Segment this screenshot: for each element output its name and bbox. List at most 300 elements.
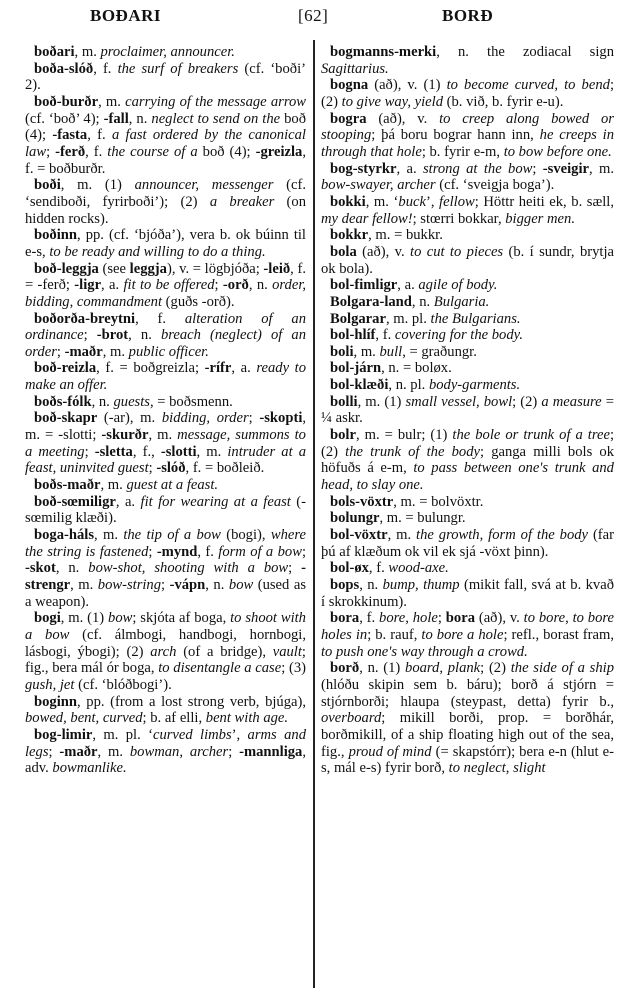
right-guide-word: BORÐ: [442, 6, 494, 25]
dictionary-entry: [25, 494, 306, 527]
headword: -slotti: [160, 443, 197, 460]
definition: to give way, yield: [341, 93, 443, 110]
definition: arch: [150, 643, 177, 660]
dictionary-entry: [25, 311, 306, 361]
definition: to cut to pieces: [410, 243, 504, 260]
dictionary-entry: [321, 194, 614, 227]
entry-text: , f.: [368, 560, 389, 577]
entry-text: (on hidden rocks).: [25, 193, 306, 227]
definition: to bore a hole: [421, 626, 504, 643]
definition: the trunk of the body: [345, 443, 480, 460]
definition: to disentangle a case: [158, 660, 282, 677]
headword: bola: [330, 243, 357, 260]
definition: arms and legs: [25, 726, 306, 760]
page-number: [62]: [298, 6, 329, 25]
entry-text: , f. = boðgreizla;: [96, 360, 205, 377]
definition: body-garments.: [428, 377, 521, 394]
entry-text: (-ar), m.: [97, 410, 162, 427]
dictionary-entry: [25, 477, 306, 494]
entry-text: , a.: [396, 160, 423, 177]
entry-text: ; (2): [321, 77, 614, 110]
headword: -slóð: [156, 460, 186, 477]
entry-text: , m. = -slotti;: [25, 410, 307, 444]
definition: proud of mind: [348, 743, 432, 760]
definition: to creep along bowed or stooping: [321, 110, 614, 144]
dictionary-entry: [321, 394, 614, 427]
definition: a measure: [541, 393, 602, 410]
entry-text: (cf. ‘blóðbogi’).: [74, 676, 172, 693]
entry-text: ; refl., borast fram,: [503, 626, 614, 643]
headword: -skurðr: [101, 427, 149, 444]
dictionary-entry: [25, 360, 306, 393]
entry-text: , m.: [102, 343, 129, 360]
entry-text: , m.: [70, 577, 98, 593]
entry-text: ), v. = lögbjóða;: [166, 260, 264, 277]
definition: intruder at a feast, uninvited guest: [25, 443, 307, 477]
definition: bow-swayer, archer: [321, 177, 436, 194]
dictionary-entry: [321, 527, 614, 560]
headword: bog-limir: [34, 726, 93, 743]
dictionary-entry: [321, 161, 614, 194]
definition: fit for wearing at a feast: [140, 493, 291, 510]
definition: to become curved, to bend: [446, 77, 610, 94]
headword: boð-leggja: [34, 260, 99, 277]
headword: boðs-fólk: [34, 393, 92, 410]
entry-text: ; (2): [321, 427, 615, 460]
entry-text: ; skjóta af boga,: [132, 610, 231, 627]
entry-text: boð (4);: [25, 110, 307, 144]
entry-text: , f.: [85, 143, 108, 160]
definition: neglect to send on the: [151, 110, 281, 127]
definition: bow: [228, 577, 254, 593]
definition: guest at a feast.: [126, 477, 219, 494]
dictionary-entry: [25, 727, 306, 777]
headword: -leið: [263, 260, 291, 277]
entry-text: , n.: [205, 577, 229, 593]
headword: -vápn: [169, 577, 206, 593]
definition: vault: [272, 643, 302, 660]
entry-text: , n.: [248, 277, 273, 294]
entry-text: , m. pl. ‘: [92, 726, 153, 743]
entry-text: , m. (1): [357, 393, 406, 410]
dictionary-entry: [321, 311, 614, 328]
entry-text: boð (4);: [197, 143, 256, 160]
entry-text: , f. = -ferð;: [25, 260, 306, 294]
entry-text: , m. = bulr; (1): [355, 427, 453, 444]
entry-text: , m. = bulungr.: [379, 510, 466, 527]
headword: -rífr: [204, 360, 232, 377]
headword: -ligr: [74, 277, 102, 294]
headword: -greizla: [255, 143, 303, 160]
entry-text: (used as a weapon).: [25, 577, 306, 610]
entry-text: ;: [161, 577, 170, 593]
headword: -sveigir: [542, 160, 589, 177]
entry-text: ;: [148, 460, 157, 477]
definition: proclaimer, announcer.: [100, 44, 235, 60]
headword: borð: [330, 660, 360, 677]
entry-text: ; b. af elli,: [142, 710, 206, 727]
dictionary-entry: [25, 227, 306, 260]
headword: -skopti: [259, 410, 303, 427]
entry-text: , pp. (cf. ‘bjóða’), vera b. ok búinn til e-s,: [25, 227, 306, 260]
entry-text: ;: [228, 743, 240, 760]
dictionary-entry: [321, 327, 614, 344]
entry-text: , m.: [196, 443, 228, 460]
entry-text: , m.: [589, 160, 615, 177]
definition: Sagittarius.: [321, 60, 389, 77]
entry-text: ;: [48, 743, 60, 760]
entry-text: , m. = bolvöxtr.: [393, 493, 484, 510]
entry-text: , f.: [359, 610, 380, 627]
entry-text: , m.: [74, 44, 101, 60]
headword: boð-skapr: [34, 410, 98, 427]
headword: -sletta: [94, 443, 133, 460]
entry-text: (að), v.: [366, 110, 440, 127]
definition: bidding, order: [161, 410, 249, 427]
definition: fit to be offered: [123, 277, 215, 294]
headword: -orð: [222, 277, 249, 294]
entry-text: , m.: [97, 743, 130, 760]
entry-text: , n.: [128, 327, 161, 344]
headword: boð-reizla: [34, 360, 97, 377]
headword: bora: [330, 610, 360, 627]
definition: agile of body.: [418, 277, 498, 294]
dictionary-entry: [321, 427, 614, 494]
entry-text: , f.: [375, 327, 395, 344]
definition: bowmanlike.: [52, 760, 127, 777]
dictionary-entry: [321, 111, 614, 161]
headword: boð-burðr: [34, 93, 99, 110]
headword: -mannliga: [239, 743, 303, 760]
entry-text: , m.: [94, 527, 124, 544]
headword: bogna: [330, 77, 369, 94]
entry-text: , pp. (from a lost strong verb, bjúga),: [77, 693, 306, 710]
headword: bops: [330, 577, 360, 593]
entry-text: , m. (1): [60, 610, 109, 627]
definition: bowed, bent, curved: [25, 710, 143, 727]
definition: small vessel, bowl: [405, 393, 513, 410]
entry-text: , n.: [91, 393, 114, 410]
definition: the course of a: [107, 143, 198, 160]
definition: my dear fellow!: [321, 210, 413, 227]
entry-text: , a.: [231, 360, 257, 377]
dictionary-entry: [321, 494, 614, 511]
entry-text: , f.,: [132, 443, 161, 460]
definition: fellow: [439, 193, 475, 210]
entry-text: (b. í sundr, brytja ok bola).: [321, 243, 614, 277]
entry-text: ; (2): [480, 660, 511, 677]
definition: order, bidding, commandment: [25, 277, 307, 310]
dictionary-entry: [321, 44, 614, 77]
definition: to shoot with a bow: [25, 610, 306, 643]
headword: boð-sœmiligr: [34, 493, 116, 510]
definition: overboard: [321, 710, 382, 727]
definition: alteration of an ordinance: [25, 310, 306, 344]
entry-text: (mikit fall, svá at b. kvað í skrokkinum).: [321, 577, 615, 610]
entry-text: , a.: [101, 277, 124, 294]
entry-text: (= skapstórr); bera e-n (hlut e-s, mál e-s) fyrir borð,: [321, 743, 614, 777]
dictionary-entry: [25, 44, 306, 61]
left-column: [25, 44, 306, 777]
entry-text: ’,: [425, 193, 440, 210]
definition: he creeps in through that hole: [321, 127, 614, 160]
headword: bora: [445, 610, 475, 627]
entry-text: , m.: [148, 427, 178, 444]
entry-text: (cf. ‘boði’ 2).: [25, 60, 306, 94]
entry-text: ; þá boru bograr hann inn,: [371, 127, 540, 144]
entry-text: , f.: [197, 543, 219, 560]
headword: bol-vöxtr: [330, 527, 388, 544]
definition: form of a bow: [218, 543, 302, 560]
entry-text: ; fig., bera mál ór boga,: [25, 643, 306, 677]
headword: boðinn: [34, 227, 77, 244]
dictionary-entry: [25, 61, 306, 94]
dictionary-entry: [25, 694, 306, 727]
definition: the bole or trunk of a tree: [452, 427, 610, 444]
definition: bent with age.: [205, 710, 289, 727]
definition: bow: [108, 610, 133, 627]
entry-text: , f.: [93, 60, 118, 77]
headword: bogmanns-merki: [330, 44, 437, 60]
definition: bow-shot, shooting with a bow: [88, 560, 289, 577]
definition: to bow before one.: [503, 143, 612, 160]
headword: bokkr: [330, 227, 369, 244]
definition: the side of a ship: [510, 660, 614, 677]
entry-text: ’,: [231, 726, 248, 743]
dictionary-entry: [321, 77, 614, 110]
dictionary-entry: [321, 344, 614, 361]
dictionary-entry: [25, 261, 306, 311]
entry-text: = ¼ askr.: [321, 393, 614, 427]
headword: bogra: [330, 110, 367, 127]
dictionary-entry: [321, 577, 614, 610]
definition: buck: [398, 193, 426, 210]
entry-text: ;: [248, 410, 260, 427]
entry-text: , m. ‘: [365, 193, 399, 210]
headword: boðari: [34, 44, 75, 60]
headword: boginn: [34, 693, 77, 710]
entry-text: , f.: [87, 127, 112, 144]
headword: leggja: [129, 260, 167, 277]
dictionary-entry: [321, 244, 614, 277]
entry-text: , m.: [98, 93, 126, 110]
definition: bigger men.: [505, 210, 575, 227]
definition: public officer.: [128, 343, 209, 360]
definition: the tip of a bow: [123, 527, 221, 544]
entry-text: , n.: [55, 560, 89, 577]
headword: bol-klæði: [330, 377, 389, 394]
definition: breach (neglect) of an order: [25, 327, 307, 360]
entry-text: , m. (1): [60, 177, 135, 194]
entry-text: ;: [214, 277, 223, 294]
dictionary-entry: [321, 227, 614, 244]
dictionary-entry: [321, 377, 614, 394]
dictionary-entry: [321, 277, 614, 294]
entry-text: , f.: [135, 310, 185, 327]
headword: bol-hlíf: [330, 327, 376, 344]
entry-text: ; mikill borði, prop. = borðhár, borðmikill, of a ship floating high out of the sea, fig.,: [321, 710, 614, 760]
entry-text: (of a bridge),: [176, 643, 273, 660]
definition: a fast ordered by the canonical law: [25, 127, 306, 160]
definition: curved limbs: [152, 726, 232, 743]
headword: bol-øx: [330, 560, 369, 577]
definition: a breaker: [209, 193, 275, 210]
entry-text: , a.: [115, 493, 141, 510]
definition: the Bulgarians.: [430, 310, 521, 327]
entry-text: (see: [98, 260, 130, 277]
headword: -fall: [103, 110, 129, 127]
column-divider: [313, 40, 315, 988]
headword: -ferð: [55, 143, 86, 160]
entry-text: , f. = boðleið.: [185, 460, 265, 477]
headword: boðorða-breytni: [34, 310, 136, 327]
entry-text: (að), v.: [474, 610, 524, 627]
entry-text: ; b. fyrir e-m,: [421, 143, 504, 160]
entry-text: , n.: [411, 293, 434, 310]
entry-text: ; (2): [512, 393, 542, 410]
headword: bog-styrkr: [330, 160, 397, 177]
headword: -skot: [25, 560, 56, 577]
headword: bolungr: [330, 510, 380, 527]
headword: bolli: [330, 393, 358, 410]
entry-text: ;: [301, 543, 306, 560]
dictionary-entry: [321, 510, 614, 527]
headword: boða-slóð: [34, 60, 94, 77]
definition: carrying of the message arrow: [125, 93, 307, 110]
headword: -brot: [96, 327, 129, 344]
definition: ready to make an offer.: [25, 360, 307, 394]
entry-text: ;: [437, 610, 446, 627]
definition: message, summons to a meeting: [25, 427, 306, 460]
definition: where the string is fastened: [25, 527, 306, 560]
entry-text: ; stœrri bokkar,: [412, 210, 506, 227]
headword: bokki: [330, 193, 366, 210]
entry-text: (cf. álmbogi, handbogi, hornbogi, lásbogi, ýbogi); (2): [25, 626, 306, 660]
entry-text: , = boðsmenn.: [149, 393, 233, 410]
entry-text: , = graðungr.: [402, 343, 477, 360]
dictionary-entry: [321, 560, 614, 577]
entry-text: , m.: [353, 343, 380, 360]
definition: strong at the bow: [423, 160, 533, 177]
definition: to bore, to bore holes in: [321, 610, 614, 643]
headword: boli: [330, 343, 354, 360]
definition: the surf of breakers: [117, 60, 239, 77]
definition: to be ready and willing to do a thing.: [49, 243, 266, 260]
dictionary-entry: [321, 294, 614, 311]
entry-text: , m. pl.: [385, 310, 431, 327]
definition: gush, jet: [25, 676, 75, 693]
definition: Bulgaria.: [433, 293, 490, 310]
definition: to push one's way through a crowd.: [321, 643, 528, 660]
entry-text: (cf. ‘boð’ 4);: [25, 110, 104, 127]
headword: -strengr: [25, 560, 307, 593]
right-column: [321, 44, 614, 777]
headword: boðs-maðr: [34, 477, 101, 494]
headword: -mynd: [156, 543, 198, 560]
entry-text: , n. = boløx.: [381, 360, 452, 377]
dictionary-entry: [321, 660, 614, 777]
entry-text: (b. við, b. fyrir e-u).: [443, 93, 564, 110]
definition: guests: [113, 393, 150, 410]
definition: bull: [379, 343, 403, 360]
entry-text: , n. the zodiacal sign: [436, 44, 614, 60]
entry-text: ; Höttr heiti ek, b. sæll,: [474, 193, 614, 210]
entry-text: , m.: [100, 477, 127, 494]
definition: announcer, messenger: [134, 177, 274, 194]
definition: bowman, archer: [129, 743, 229, 760]
entry-text: ;: [46, 143, 56, 160]
entry-text: ; ganga milli bols ok höfuðs á e-m,: [321, 443, 614, 477]
entry-text: ; b. rauf,: [367, 626, 422, 643]
definition: wood-axe.: [388, 560, 449, 577]
dictionary-entry: [321, 360, 614, 377]
definition: the growth, form of the body: [416, 527, 589, 544]
entry-text: (cf. ‘sveigja boga’).: [435, 177, 555, 194]
definition: to neglect, slight: [448, 760, 546, 777]
entry-text: , adv.: [25, 743, 307, 777]
definition: bump, thump: [382, 577, 460, 593]
headword: bogi: [34, 610, 61, 627]
entry-text: , n. (1): [359, 660, 406, 677]
entry-text: ;: [532, 160, 543, 177]
headword: -maðr: [64, 343, 103, 360]
entry-text: , a.: [397, 277, 419, 294]
entry-text: (guðs -orð).: [162, 293, 235, 310]
entry-text: (hlóðu skipin sem b. báru); borð á stjórn = stjórnborði; hlaupa (steypast, detta) fyrir b.,: [321, 676, 614, 710]
entry-text: , n.: [359, 577, 383, 593]
headword: -maðr: [59, 743, 98, 760]
headword: bols-vöxtr: [330, 493, 394, 510]
definition: to pass between one's trunk and head, to slay one.: [321, 460, 614, 494]
definition: board, plank: [405, 660, 481, 677]
headword: bol-fimligr: [330, 277, 398, 294]
entry-text: (að), v. (1): [368, 77, 447, 94]
dictionary-entry: [321, 610, 614, 660]
dictionary-entry: [25, 410, 306, 477]
headword: boga-háls: [34, 527, 95, 544]
definition: bow-string: [97, 577, 162, 593]
headword: -fasta: [52, 127, 88, 144]
definition: bore, hole: [379, 610, 438, 627]
dictionary-entry: [25, 394, 306, 411]
dictionary-entry: [25, 527, 306, 610]
entry-text: ;: [56, 343, 65, 360]
entry-text: (-sœmilig klæði).: [25, 493, 306, 527]
entry-text: , n. pl.: [388, 377, 429, 394]
entry-text: ;: [84, 443, 95, 460]
entry-text: ;: [83, 327, 97, 344]
definition: covering for the body.: [394, 327, 523, 344]
headword: Bolgarar: [330, 310, 386, 327]
left-guide-word: BOÐARI: [90, 6, 162, 25]
headword: Bolgara-land: [330, 293, 412, 310]
entry-text: ;: [288, 560, 302, 577]
dictionary-entry: [25, 177, 306, 227]
entry-text: (far þú af klæðum ok vil ek sjá -vöxt þinn).: [321, 527, 615, 560]
headword: boði: [34, 177, 61, 194]
entry-text: , f. = boðburðr.: [25, 143, 306, 177]
entry-text: (að), v.: [356, 243, 411, 260]
dictionary-entry: [25, 94, 306, 177]
entry-text: ;: [148, 543, 157, 560]
dictionary-entry: [25, 610, 306, 693]
entry-text: , m. = bukkr.: [368, 227, 443, 244]
entry-text: (bogi),: [220, 527, 271, 544]
entry-text: , m.: [387, 527, 417, 544]
headword: bolr: [330, 427, 356, 444]
entry-text: , n.: [128, 110, 152, 127]
entry-text: ; (3): [281, 660, 306, 677]
